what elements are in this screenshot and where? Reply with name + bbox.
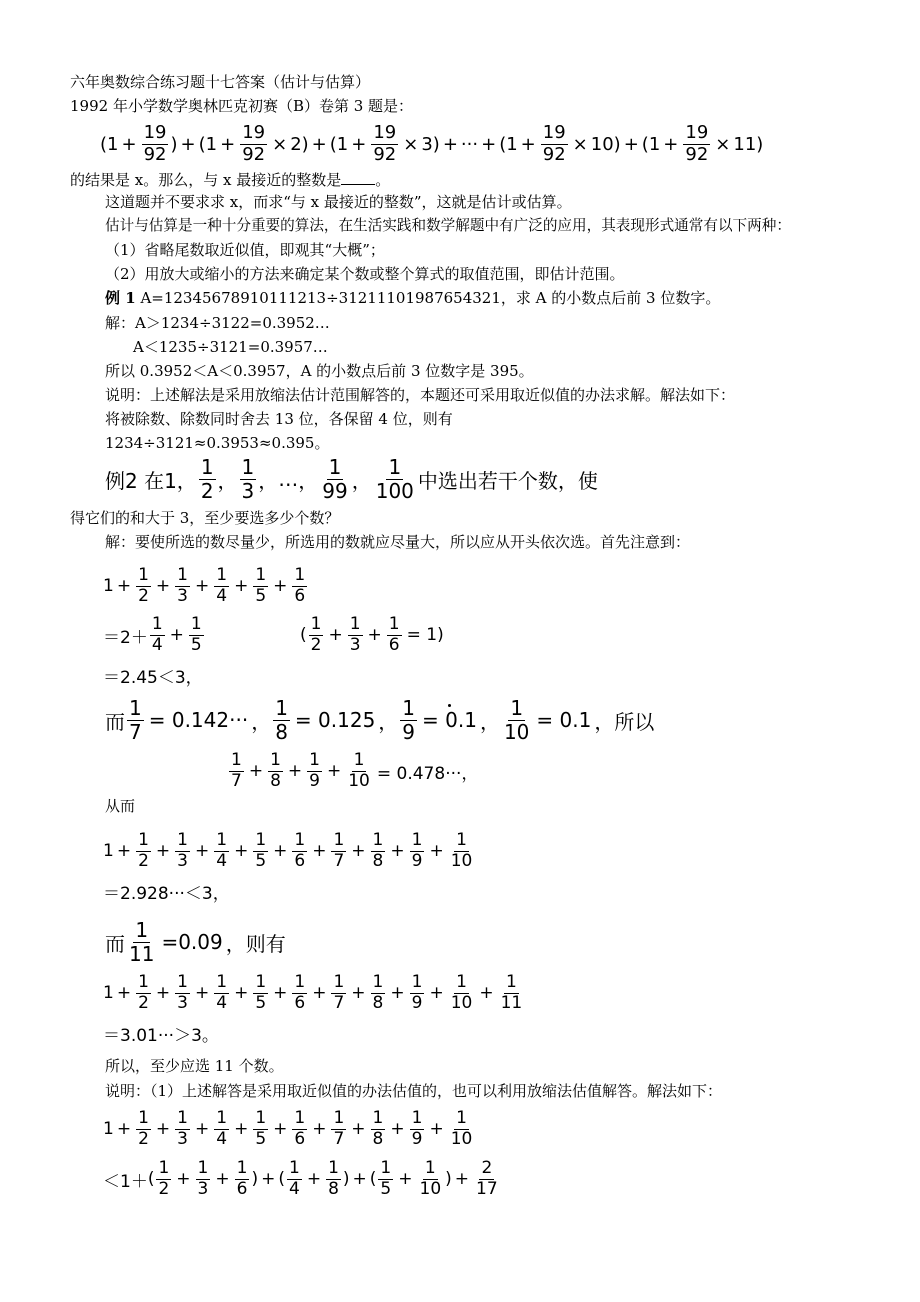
ex2-continuation: 得它们的和大于 3，至少要选多少个数？ (70, 509, 340, 527)
answer-blank (341, 170, 375, 185)
doc-title: 六年奥数综合练习题十七答案（估计与估算） (70, 73, 371, 91)
example-1: 例 1 A=12345678910111213÷31211101987654321，求 A 的小数点后前 3 位数字。 (105, 289, 721, 307)
upper-bound: ＜1＋ ( $\frac{1}{2}$ + $\frac{1}{3}$ + $\frac{1}{6}$ ) + ( $\frac{1}{4}$ + $\frac{1}{8}$ ) + ( $\frac{1}{5}$ + $\frac{1}{10}$ ) + $\frac{2}{17}$ (103, 1157, 498, 1199)
sum-to-10: 1 + $\frac{1}{2}$ + $\frac{1}{3}$ + $\frac{1}{4}$ + $\frac{1}{5}$ + $\frac{1}{6}$ + $\frac{1}{7}$ + $\frac{1}{8}$ + $\frac{1}{9}$ + $\frac{1}{10}$ (103, 829, 473, 871)
sum-to-11: 1 + $\frac{1}{2}$ + $\frac{1}{3}$ + $\frac{1}{4}$ + $\frac{1}{5}$ + $\frac{1}{6}$ + $\frac{1}{7}$ + $\frac{1}{8}$ + $\frac{1}{9}$ + $\frac{1}{10}$ + $\frac{1}{11}$ (103, 971, 523, 1013)
fraction: $\frac{1}{100}$ (375, 454, 414, 503)
problem-expression: ( 1 + $\frac{19}{92}$ ) + ( 1 + $\frac{19}{92}$ × 2 ) + ( 1 + $\frac{19}{92}$ × 3 ) + ··· + ( 1 + $\frac{19}{92}$ × 10 ) + ( 1 + $\frac{19}{92}$ × 11 ) (100, 121, 764, 165)
conclusion: 所以，至少应选 11 个数。 (105, 1057, 284, 1075)
para-1: 这道题并不要求求 x，而求“与 x 最接近的整数”，这就是估计或估算。 (105, 193, 572, 211)
gt-3-line: ＝3.01···＞3。 (103, 1025, 219, 1046)
fraction: $\frac{19}{92}$ (685, 121, 709, 165)
fraction: $\frac{19}{92}$ (373, 121, 397, 165)
sum-to-6: 1 + $\frac{1}{2}$ + $\frac{1}{3}$ + $\frac{1}{4}$ + $\frac{1}{5}$ + $\frac{1}{6}$ (103, 564, 306, 606)
fraction: $\frac{19}{92}$ (542, 121, 566, 165)
ex1-note: 说明：上述解法是采用放缩法估计范围解答的，本题还可采用取近似值的办法求解。解法如下： (105, 386, 736, 404)
ex1-note-2: 将被除数、除数同时舍去 13 位，各保留 4 位，则有 (105, 410, 453, 428)
one-eleventh-line: 而 $\frac{1}{11}$ =0.09 ，则有 (105, 917, 286, 966)
eq-2-plus: ＝2＋ $\frac{1}{4}$ + $\frac{1}{5}$ (103, 613, 202, 655)
fraction: $\frac{1}{3}$ (241, 454, 255, 503)
note-2: 说明：（1）上述解答是采用取近似值的办法估值的，也可以利用放缩法估值解答。解法如下： (105, 1082, 723, 1100)
example-2: 例2 在1， $\frac{1}{2}$ ， $\frac{1}{3}$ ， … ， $\frac{1}{99}$ ， $\frac{1}{100}$ 中选出若干个数，使 (105, 454, 598, 503)
fraction: $\frac{1}{2}$ (200, 454, 214, 503)
sum-to-10-again: 1 + $\frac{1}{2}$ + $\frac{1}{3}$ + $\frac{1}{4}$ + $\frac{1}{5}$ + $\frac{1}{6}$ + $\frac{1}{7}$ + $\frac{1}{8}$ + $\frac{1}{9}$ + $\frac{1}{10}$ (103, 1107, 473, 1149)
paren-identity: ( $\frac{1}{2}$ + $\frac{1}{3}$ + $\frac{1}{6}$ = 1) (300, 613, 444, 655)
ex1-note-3: 1234÷3121≈0.3953≈0.395。 (105, 434, 330, 452)
ex1-solution-1: 解：A＞1234÷3122=0.3952… (105, 314, 330, 332)
fraction: $\frac{1}{99}$ (322, 454, 348, 503)
intro-line: 1992 年小学数学奥林匹克初赛（B）卷第 3 题是： (70, 97, 414, 115)
ex1-conclusion: 所以 0.3952＜A＜0.3957，A 的小数点后前 3 位数字是 395。 (105, 362, 534, 380)
lt-3-line: ＝2.45＜3， (103, 667, 203, 688)
lt-3-line-2: ＝2.928···＜3， (103, 883, 230, 904)
reciprocal-values: 而 $\frac{1}{7}$ = 0.142··· ， $\frac{1}{8}$ = 0.125 ， $\frac{1}{9}$ = 0.1 ， $\frac{1}{10}$ = 0.1 ， 所以 (105, 695, 655, 744)
fraction: $\frac{19}{92}$ (242, 121, 266, 165)
item-2: （2）用放大或缩小的方法来确定某个数或整个算式的取值范围，即估计范围。 (105, 265, 625, 283)
congr-label: 从而 (105, 797, 136, 815)
para-2: 估计与估算是一种十分重要的算法，在生活实践和数学解题中有广泛的应用，其表现形式通常有以下两种： (105, 217, 791, 234)
result-line: 的结果是 x。那么，与 x 最接近的整数是 。 (70, 171, 391, 189)
fraction: $\frac{19}{92}$ (143, 121, 167, 165)
ex2-solution: 解：要使所选的数尽量少，所选用的数就应尽量大，所以应从开头依次选。首先注意到： (105, 533, 691, 551)
ex1-solution-2: A＜1235÷3121=0.3957… (133, 338, 328, 356)
sum-7-to-10: $\frac{1}{7}$ + $\frac{1}{8}$ + $\frac{1}{9}$ + $\frac{1}{10}$ = 0.478···， (231, 749, 479, 791)
item-1: （1）省略尾数取近似值，即观其“大概”； (105, 241, 385, 259)
